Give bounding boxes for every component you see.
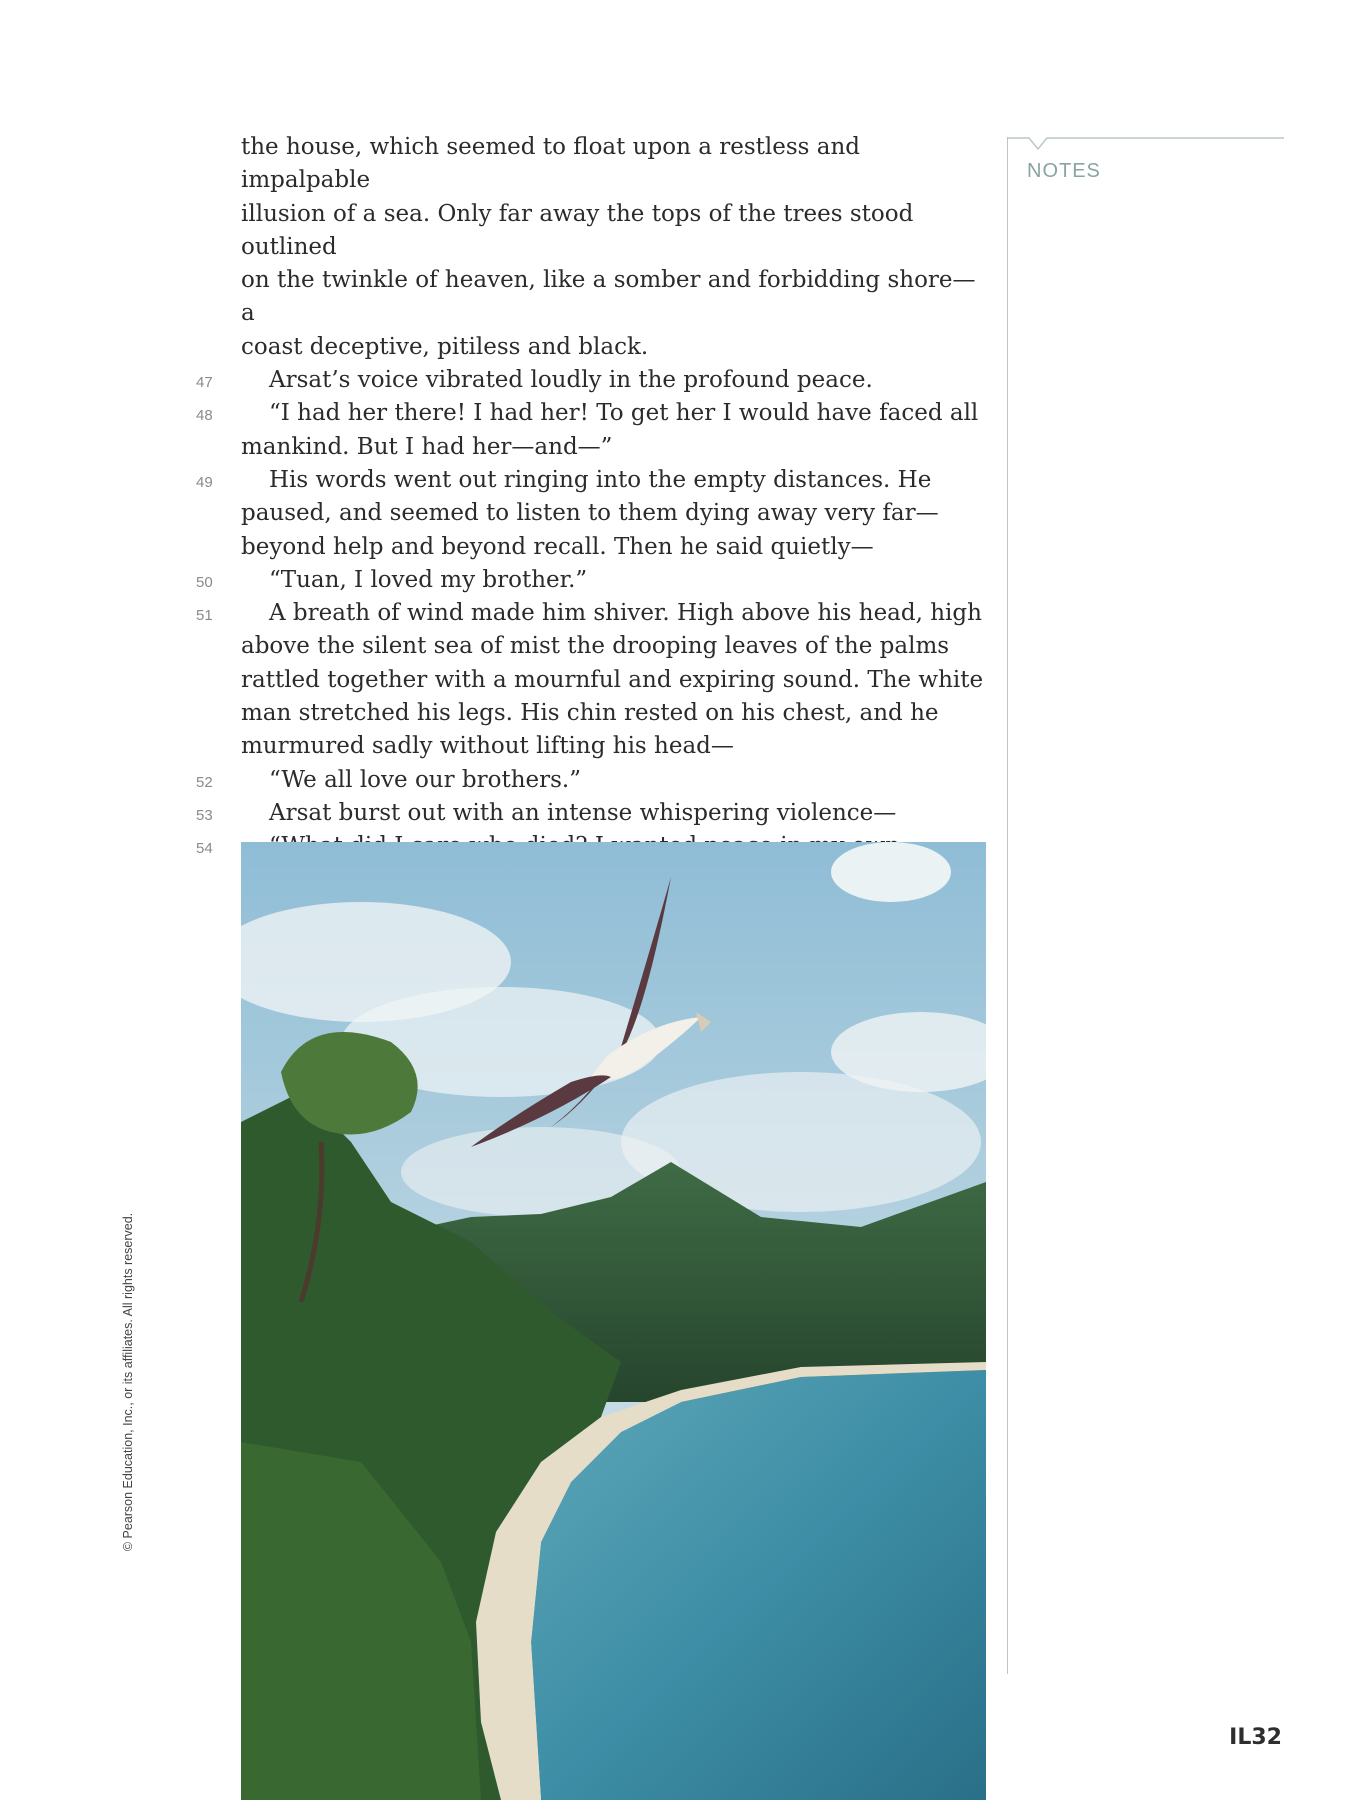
paragraph-number: 50 — [196, 573, 213, 591]
text-line: rattled together with a mournful and expiring sound. The white — [241, 666, 984, 693]
paragraph-number: 53 — [196, 806, 213, 824]
text-line: the house, which seemed to float upon a restless and impalpable — [241, 134, 861, 194]
text-line: “We all love our brothers.” — [269, 766, 582, 793]
coastline-eagle-photo — [241, 842, 986, 1800]
paragraph-48 — [196, 397, 986, 464]
paragraph-continuation — [241, 131, 986, 364]
text-line: man stretched his legs. His chin rested on his chest, and he — [241, 700, 939, 727]
paragraph-52 — [196, 764, 986, 797]
text-line: mankind. But I had her—and—” — [241, 433, 613, 460]
copyright-notice: © Pearson Education, Inc., or its affiliates. All rights reserved. — [121, 1212, 135, 1552]
paragraph-number: 52 — [196, 773, 213, 791]
paragraph-number: 48 — [196, 407, 213, 425]
page-number: IL32 — [1229, 1725, 1282, 1750]
paragraph-47 — [196, 364, 986, 397]
paragraph-number: 47 — [196, 374, 213, 392]
paragraph-50 — [196, 564, 986, 597]
text-line: illusion of a sea. Only far away the tops of the trees stood outlined — [241, 200, 914, 260]
notes-label: NOTES — [1027, 160, 1101, 182]
text-line: murmured sadly without lifting his head— — [241, 733, 734, 760]
text-line: His words went out ringing into the empty distances. He — [269, 466, 932, 493]
paragraph-53 — [196, 797, 986, 830]
text-line: Arsat burst out with an intense whispering violence— — [269, 799, 897, 826]
text-line: A breath of wind made him shiver. High above his head, high — [269, 600, 982, 627]
text-line: paused, and seemed to listen to them dying away very far— — [241, 500, 939, 527]
story-text-column — [196, 131, 986, 897]
notes-header-rule — [1007, 137, 1284, 139]
paragraph-51 — [196, 597, 986, 763]
paragraph-49 — [196, 464, 986, 564]
notes-panel — [1007, 137, 1285, 1674]
text-line: Arsat’s voice vibrated loudly in the profound peace. — [269, 367, 873, 394]
text-line: on the twinkle of heaven, like a somber and forbidding shore—a — [241, 267, 976, 327]
text-line: beyond help and beyond recall. Then he said quietly— — [241, 533, 874, 560]
text-line: “Tuan, I loved my brother.” — [269, 566, 588, 593]
text-line: above the silent sea of mist the drooping leaves of the palms — [241, 633, 950, 660]
paragraph-number: 54 — [196, 840, 213, 858]
text-line: coast deceptive, pitiless and black. — [241, 333, 649, 360]
paragraph-number: 49 — [196, 473, 213, 491]
paragraph-number: 51 — [196, 607, 213, 625]
text-line: “I had her there! I had her! To get her I would have faced all — [269, 400, 979, 427]
